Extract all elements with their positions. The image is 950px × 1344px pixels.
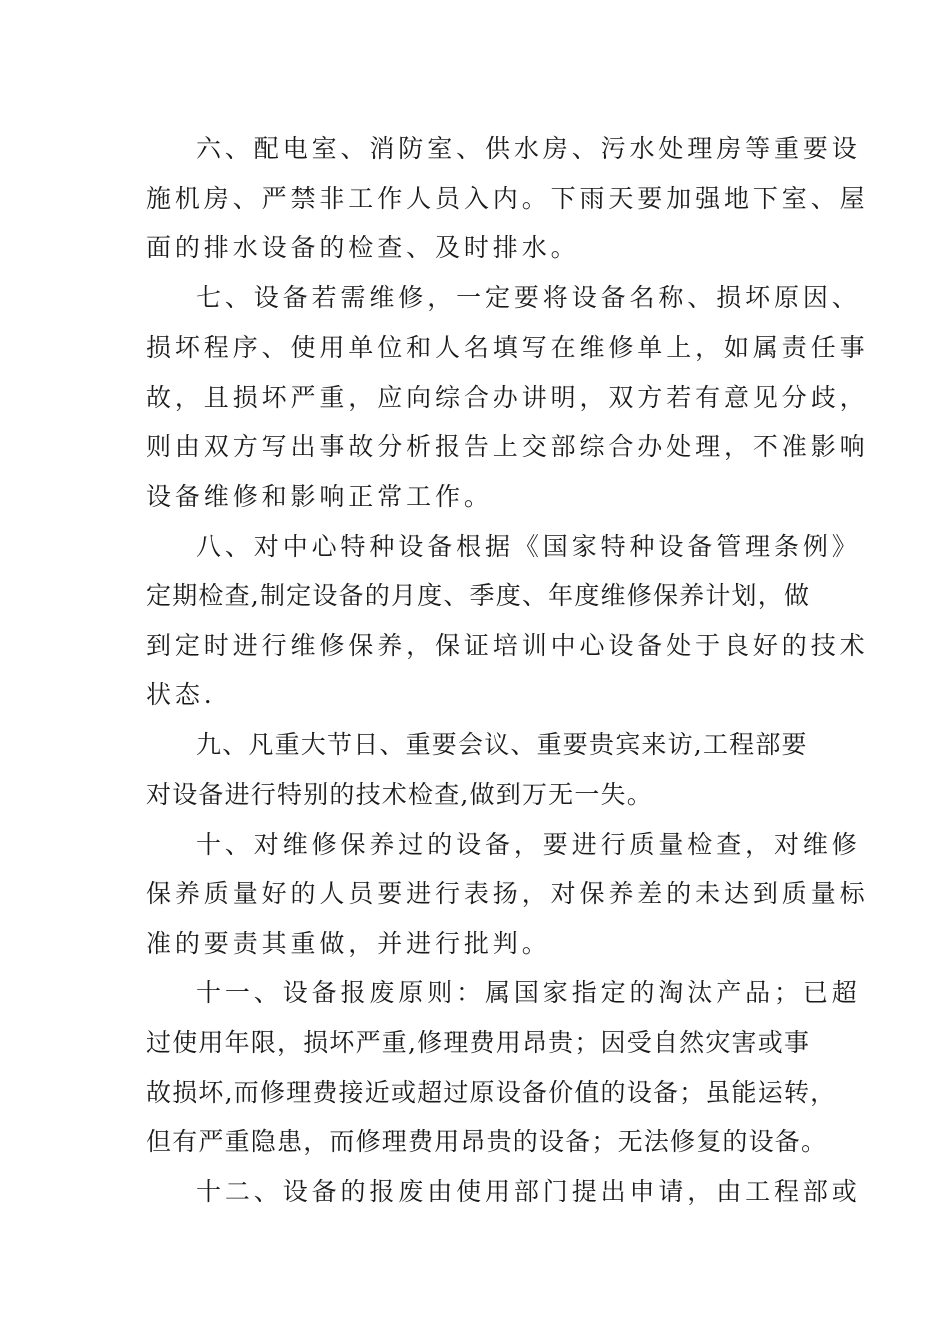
paragraph-8-line-1: 八、对中心特种设备根据《国家特种设备管理条例》 (196, 532, 861, 561)
paragraph-9-line-1: 九、凡重大节日、重要会议、重要贵宾来访,工程部要 (196, 730, 808, 759)
paragraph-8-line-3: 到定时进行维修保养，保证培训中心设备处于良好的技术 (146, 631, 869, 660)
paragraph-6-line-2: 施机房、严禁非工作人员入内。下雨天要加强地下室、屋 (146, 184, 869, 213)
paragraph-7-line-5: 设备维修和影响正常工作。 (146, 482, 493, 511)
paragraph-7-line-2: 损坏程序、使用单位和人名填写在维修单上，如属责任事 (146, 333, 869, 362)
paragraph-12-line-1: 十二、设备的报废由使用部门提出申请，由工程部或 (196, 1177, 861, 1206)
paragraph-9-line-2: 对设备进行特别的技术检查,做到万无一失。 (146, 780, 653, 809)
paragraph-11-line-1: 十一、设备报废原则：属国家指定的淘汰产品；已超 (196, 978, 861, 1007)
paragraph-10-line-2: 保养质量好的人员要进行表扬，对保养差的未达到质量标 (146, 879, 869, 908)
paragraph-7-line-3: 故，且损坏严重，应向综合办讲明，双方若有意见分歧， (146, 383, 869, 412)
paragraph-11-line-3: 故损坏,而修理费接近或超过原设备价值的设备；虽能运转， (146, 1078, 837, 1107)
paragraph-6-line-3: 面的排水设备的检查、及时排水。 (146, 233, 580, 262)
paragraph-8-line-2: 定期检查,制定设备的月度、季度、年度维修保养计划，做 (146, 581, 811, 610)
paragraph-11-line-2: 过使用年限，损坏严重,修理费用昂贵；因受自然灾害或事 (146, 1028, 811, 1057)
paragraph-11-line-4: 但有严重隐患，而修理费用昂贵的设备；无法修复的设备。 (146, 1127, 828, 1156)
paragraph-7-line-4: 则由双方写出事故分析报告上交部综合办处理，不准影响 (146, 432, 869, 461)
paragraph-6-line-1: 六、配电室、消防室、供水房、污水处理房等重要设 (196, 134, 861, 163)
paragraph-10-line-1: 十、对维修保养过的设备，要进行质量检查，对维修 (196, 830, 861, 859)
paragraph-7-line-1: 七、设备若需维修，一定要将设备名称、损坏原因、 (196, 283, 861, 312)
paragraph-8-line-4: 状态. (146, 680, 216, 709)
paragraph-10-line-3: 准的要责其重做，并进行批判。 (146, 929, 551, 958)
